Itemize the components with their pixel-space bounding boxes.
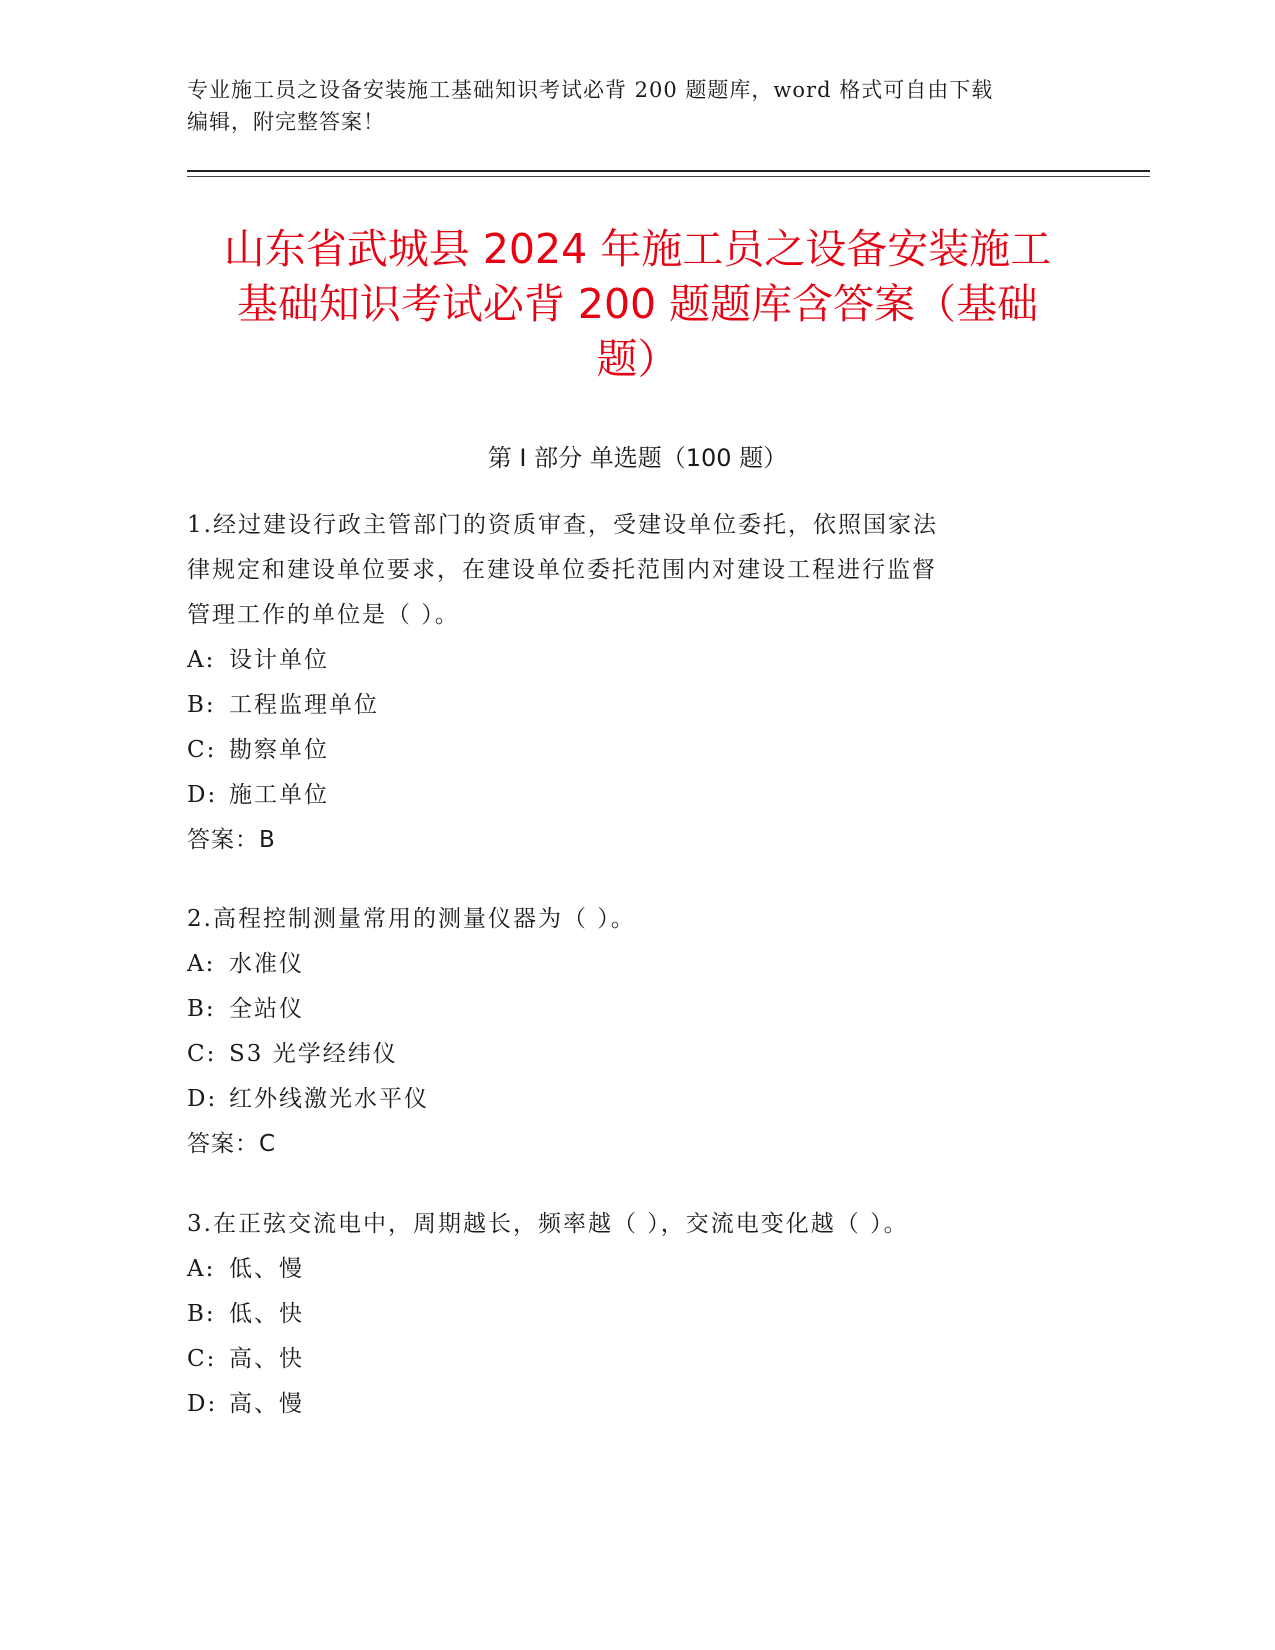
header-note bbox=[187, 74, 1087, 138]
header-divider-thick bbox=[187, 170, 1150, 172]
question-stem bbox=[187, 503, 1067, 638]
option-text: 低、快 bbox=[229, 1301, 304, 1327]
option-text: 高、慢 bbox=[229, 1391, 304, 1417]
option-b bbox=[187, 1292, 1087, 1337]
option-a bbox=[187, 942, 1067, 987]
header-note-line-2: 编辑，附完整答案！ bbox=[187, 110, 385, 134]
document-title-line-1: 山东省武城县 2024 年施工员之设备安装施工 bbox=[223, 225, 1052, 273]
option-a bbox=[187, 1247, 1087, 1292]
option-text: 水准仪 bbox=[229, 951, 304, 977]
question-stem-line: 3.在正弦交流电中，周期越长，频率越（ ），交流电变化越（ ）。 bbox=[187, 1211, 909, 1237]
option-text: S3 光学经纬仪 bbox=[229, 1041, 398, 1067]
option-b bbox=[187, 987, 1067, 1032]
option-d bbox=[187, 1077, 1067, 1122]
document-title-line-2: 基础知识考试必背 200 题题库含答案（基础 bbox=[236, 280, 1039, 328]
question-stem-line: 1.经过建设行政主管部门的资质审查，受建设单位委托，依照国家法 bbox=[187, 512, 938, 538]
option-letter: B: bbox=[187, 692, 216, 718]
question-2 bbox=[187, 897, 1067, 1167]
answer-key: 答案：C bbox=[187, 1131, 277, 1157]
option-d bbox=[187, 1382, 1087, 1427]
option-letter: B: bbox=[187, 996, 216, 1022]
option-c bbox=[187, 728, 1067, 773]
question-stem bbox=[187, 897, 1067, 942]
option-c bbox=[187, 1337, 1087, 1382]
answer-key: 答案：B bbox=[187, 827, 276, 853]
option-text: 红外线激光水平仪 bbox=[229, 1086, 429, 1112]
option-letter: C: bbox=[187, 1346, 217, 1372]
section-heading: 第 I 部分 单选题（100 题） bbox=[487, 444, 788, 472]
document-title bbox=[160, 222, 1115, 387]
option-text: 工程监理单位 bbox=[229, 692, 379, 718]
option-d bbox=[187, 773, 1067, 818]
option-text: 施工单位 bbox=[229, 782, 329, 808]
header-divider-thin bbox=[187, 176, 1150, 177]
option-letter: D: bbox=[187, 782, 218, 808]
option-text: 勘察单位 bbox=[229, 737, 329, 763]
option-letter: C: bbox=[187, 737, 217, 763]
question-stem bbox=[187, 1202, 1087, 1247]
option-text: 设计单位 bbox=[229, 647, 329, 673]
option-letter: C: bbox=[187, 1041, 217, 1067]
option-letter: A: bbox=[187, 1256, 216, 1282]
question-stem-line: 2.高程控制测量常用的测量仪器为（ ）。 bbox=[187, 906, 636, 932]
option-text: 高、快 bbox=[229, 1346, 304, 1372]
option-letter: D: bbox=[187, 1391, 218, 1417]
option-c bbox=[187, 1032, 1067, 1077]
option-letter: A: bbox=[187, 951, 216, 977]
option-letter: B: bbox=[187, 1301, 216, 1327]
option-text: 低、慢 bbox=[229, 1256, 304, 1282]
option-letter: D: bbox=[187, 1086, 218, 1112]
question-1 bbox=[187, 503, 1067, 863]
option-letter: A: bbox=[187, 647, 216, 673]
question-3 bbox=[187, 1202, 1087, 1427]
question-stem-line: 律规定和建设单位要求，在建设单位委托范围内对建设工程进行监督 bbox=[187, 557, 937, 583]
question-stem-line: 管理工作的单位是（ ）。 bbox=[187, 602, 460, 628]
option-b bbox=[187, 683, 1067, 728]
document-title-line-3: 题） bbox=[596, 335, 679, 383]
option-a bbox=[187, 638, 1067, 683]
option-text: 全站仪 bbox=[229, 996, 304, 1022]
header-note-line-1: 专业施工员之设备安装施工基础知识考试必背 200 题题库，word 格式可自由下载 bbox=[187, 78, 994, 102]
